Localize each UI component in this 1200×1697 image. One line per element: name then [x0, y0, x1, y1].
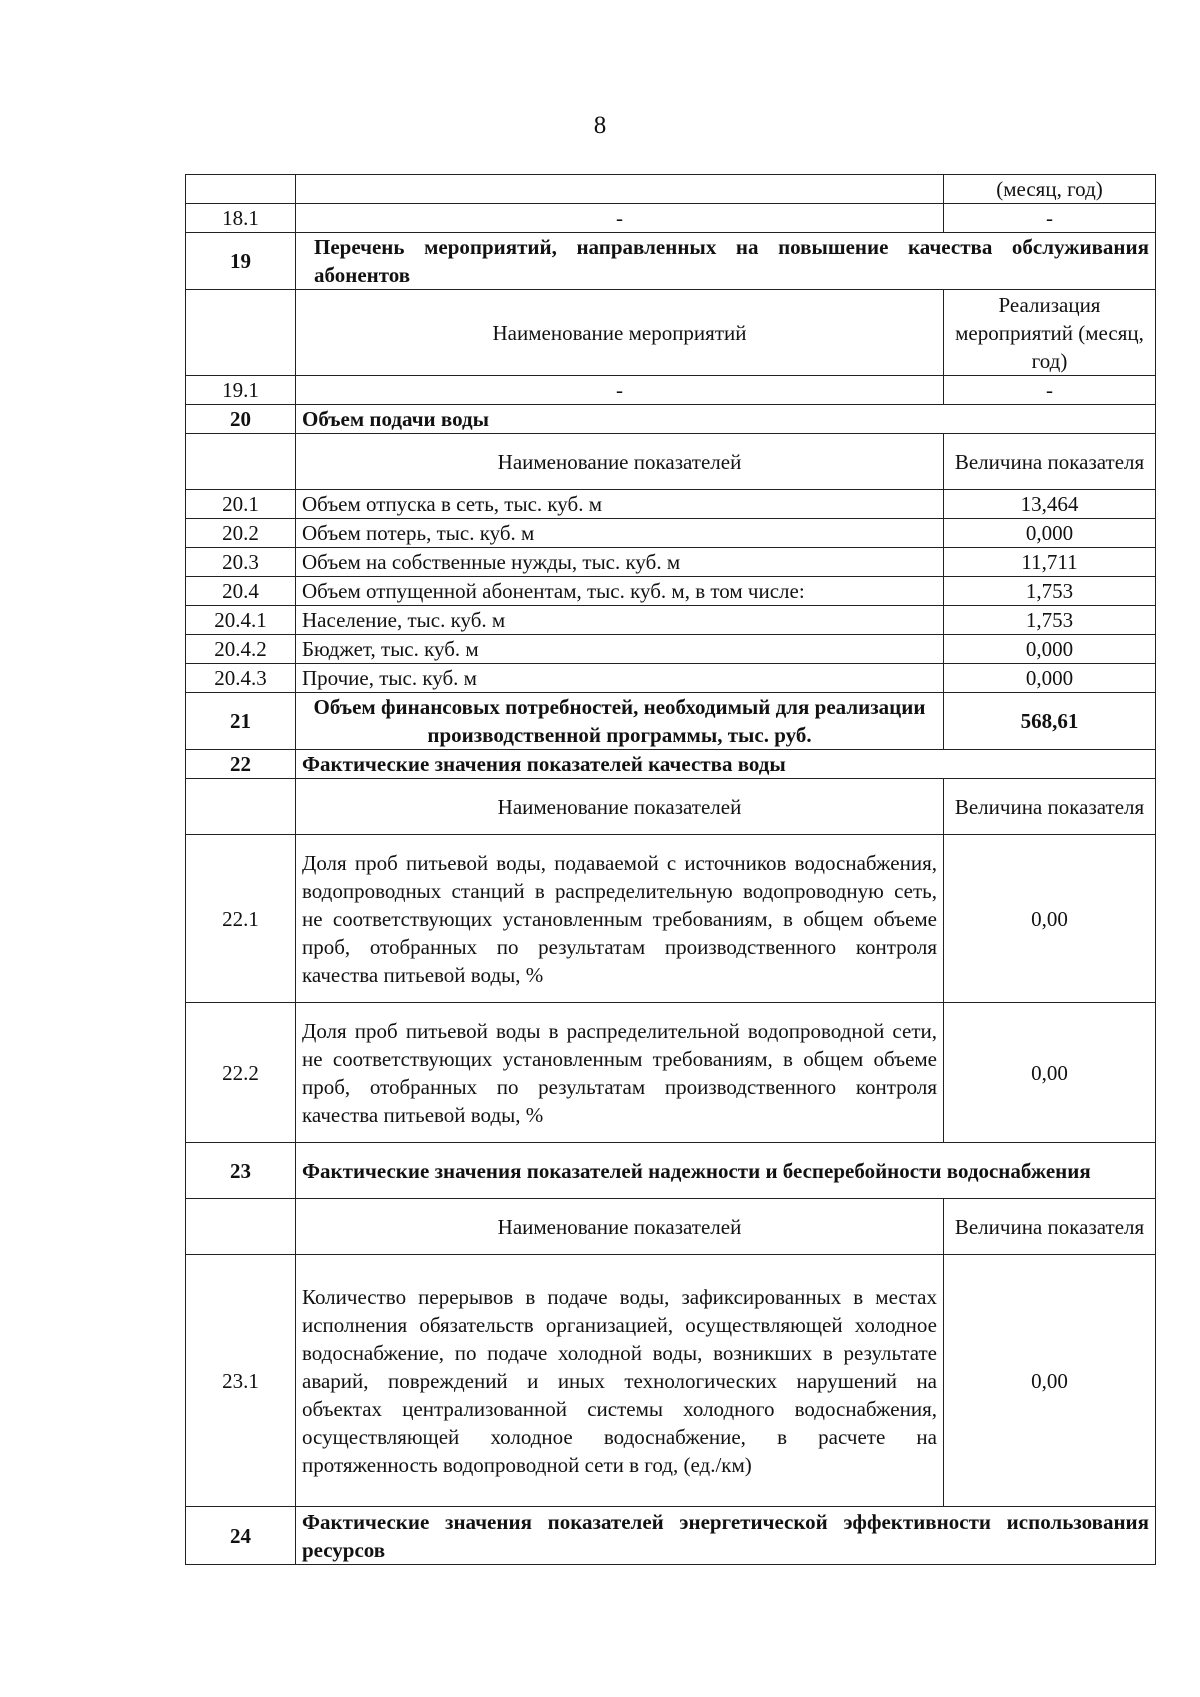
section-title: Объем подачи воды [296, 405, 1156, 434]
column-header-value: Величина показателя [944, 1199, 1156, 1255]
row-number: 20.3 [186, 548, 296, 577]
section-row [186, 405, 1156, 434]
column-header-value: Величина показателя [944, 779, 1156, 835]
row-value: 568,61 [944, 693, 1156, 750]
row-value: 0,000 [944, 664, 1156, 693]
table-row [186, 1255, 1156, 1507]
section-title: Фактические значения показателей энергетической эффективности использования ресурсов [296, 1507, 1156, 1565]
row-value: - [944, 376, 1156, 405]
table-row [186, 693, 1156, 750]
row-name: Объем отпуска в сеть, тыс. куб. м [296, 490, 944, 519]
table-header-row [186, 779, 1156, 835]
row-value: 1,753 [944, 606, 1156, 635]
section-number: 24 [186, 1507, 296, 1565]
section-row [186, 1507, 1156, 1565]
row-name: Прочие, тыс. куб. м [296, 664, 944, 693]
table-row [186, 204, 1156, 233]
table-header-row [186, 290, 1156, 376]
table-header-row [186, 1199, 1156, 1255]
section-number: 19 [186, 233, 296, 290]
row-name: Объем на собственные нужды, тыс. куб. м [296, 548, 944, 577]
table-row [186, 1003, 1156, 1143]
section-row [186, 233, 1156, 290]
row-name: Население, тыс. куб. м [296, 606, 944, 635]
column-header-name: Наименование показателей [296, 434, 944, 490]
row-name: Бюджет, тыс. куб. м [296, 635, 944, 664]
row-name: Объем отпущенной абонентам, тыс. куб. м, в том числе: [296, 577, 944, 606]
table-row [186, 519, 1156, 548]
row-value: 13,464 [944, 490, 1156, 519]
row-number: 20.4.3 [186, 664, 296, 693]
section-title: Фактические значения показателей надежности и бесперебойности водоснабжения [296, 1143, 1156, 1199]
row-number: 23.1 [186, 1255, 296, 1507]
row-number: 19.1 [186, 376, 296, 405]
header-number-cell [186, 290, 296, 376]
program-table [185, 174, 1156, 1565]
row-value: 0,000 [944, 519, 1156, 548]
row-name: Доля проб питьевой воды в распределительной водопроводной сети, не соответствующих установленным требованиям, в общем объеме проб, отобранных по результатам производственного контроля качества питьевой воды, % [296, 1003, 944, 1143]
column-header-value: Реализация мероприятий (месяц, год) [944, 290, 1156, 376]
section-row [186, 750, 1156, 779]
row-value: 0,00 [944, 1003, 1156, 1143]
row-name: Объем финансовых потребностей, необходимый для реализации производственной программы, тыс. руб. [296, 693, 944, 750]
row-name: - [296, 376, 944, 405]
section-title: Перечень мероприятий, направленных на повышение качества обслуживания абонентов [296, 233, 1156, 290]
row-number-cell [186, 175, 296, 204]
section-title: Фактические значения показателей качества воды [296, 750, 1156, 779]
header-number-cell [186, 779, 296, 835]
row-value: 0,000 [944, 635, 1156, 664]
row-number: 22.2 [186, 1003, 296, 1143]
table-row [186, 376, 1156, 405]
row-number: 22.1 [186, 835, 296, 1003]
row-number: 20.4.1 [186, 606, 296, 635]
table-row [186, 635, 1156, 664]
column-header-value: Величина показателя [944, 434, 1156, 490]
table-header-row [186, 434, 1156, 490]
header-number-cell [186, 1199, 296, 1255]
page-number: 8 [593, 112, 607, 139]
section-number: 23 [186, 1143, 296, 1199]
table-row [186, 548, 1156, 577]
row-name: Количество перерывов в подаче воды, зафиксированных в местах исполнения обязательств организацией, осуществляющей холодное водоснабжение, по подаче холодной воды, возникших в результате аварий, повреждений и иных технологических нарушений на объектах централизованной системы холодного водоснабжения, осуществляющей холодное водоснабжение, в расчете на протяженность водопроводной сети в год, (ед./км) [296, 1255, 944, 1507]
section-number: 20 [186, 405, 296, 434]
row-name: Доля проб питьевой воды, подаваемой с источников водоснабжения, водопроводных станций в распределительную водопроводную сеть, не соответствующих установленным требованиям, в общем объеме проб, отобранных по результатам производственного контроля качества питьевой воды, % [296, 835, 944, 1003]
section-number: 22 [186, 750, 296, 779]
row-name-cell [296, 175, 944, 204]
row-number: 20.4.2 [186, 635, 296, 664]
section-row [186, 1143, 1156, 1199]
table-row [186, 577, 1156, 606]
row-value: 0,00 [944, 1255, 1156, 1507]
table-row [186, 664, 1156, 693]
row-value: 1,753 [944, 577, 1156, 606]
row-number: 20.2 [186, 519, 296, 548]
row-value: - [944, 204, 1156, 233]
table-row [186, 175, 1156, 204]
row-value-cell: (месяц, год) [944, 175, 1156, 204]
column-header-name: Наименование показателей [296, 779, 944, 835]
row-number: 20.1 [186, 490, 296, 519]
column-header-name: Наименование показателей [296, 1199, 944, 1255]
row-number: 21 [186, 693, 296, 750]
row-name: - [296, 204, 944, 233]
header-number-cell [186, 434, 296, 490]
row-number: 18.1 [186, 204, 296, 233]
table-row [186, 606, 1156, 635]
row-name: Объем потерь, тыс. куб. м [296, 519, 944, 548]
row-value: 11,711 [944, 548, 1156, 577]
column-header-name: Наименование мероприятий [296, 290, 944, 376]
table-row [186, 490, 1156, 519]
row-number: 20.4 [186, 577, 296, 606]
table-row [186, 835, 1156, 1003]
row-value: 0,00 [944, 835, 1156, 1003]
